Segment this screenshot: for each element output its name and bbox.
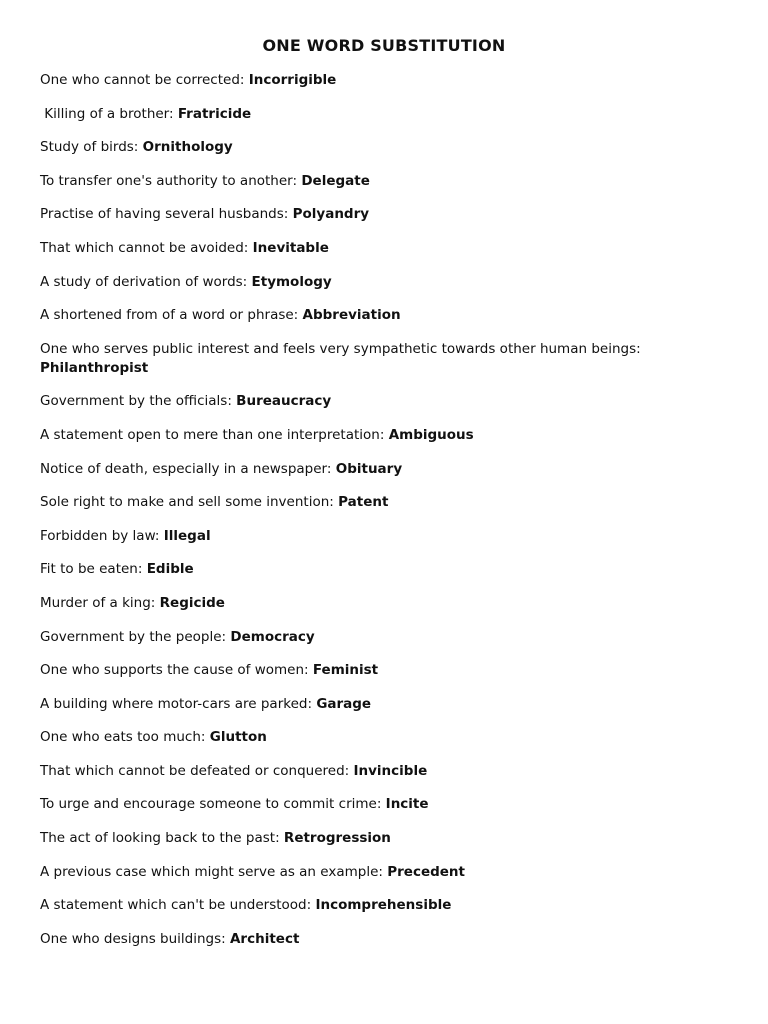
list-item: [40, 795, 680, 814]
entry-definition: To transfer one's authority to another:: [40, 172, 302, 189]
page-title: ONE WORD SUBSTITUTION: [262, 36, 506, 55]
entry-answer: Retrogression: [283, 830, 391, 847]
list-item: [40, 829, 680, 848]
list-item: [40, 863, 680, 882]
list-item: [40, 896, 680, 915]
entry-answer: Ambiguous: [388, 426, 474, 443]
list-item: [40, 661, 680, 680]
list-item: [40, 594, 680, 613]
entry-definition: Practise of having several husbands:: [40, 206, 293, 223]
entry-answer: Inevitable: [252, 239, 329, 256]
entry-answer: Polyandry: [292, 206, 370, 223]
entry-definition: Government by the officials:: [40, 393, 237, 410]
entry-definition: Study of birds:: [40, 139, 143, 156]
entry-definition: That which cannot be avoided:: [40, 239, 253, 256]
entry-answer: Bureaucracy: [236, 393, 332, 410]
list-item: [40, 340, 680, 378]
list-item: [40, 426, 680, 445]
list-item: [40, 560, 680, 579]
entry-answer: Glutton: [209, 729, 267, 746]
entry-answer: Incite: [385, 796, 429, 813]
entry-answer: Feminist: [312, 662, 379, 679]
list-item: [40, 628, 680, 647]
entry-list: [40, 71, 680, 963]
list-item: [40, 762, 680, 781]
entry-answer: Abbreviation: [302, 307, 401, 324]
list-item: [40, 728, 680, 747]
entry-definition: One who serves public interest and feels very sympathetic towards other human beings:: [40, 340, 641, 357]
entry-answer: Fratricide: [177, 105, 252, 122]
list-item: [40, 306, 680, 325]
entry-definition: Killing of a brother:: [44, 105, 178, 122]
entry-answer: Ornithology: [142, 139, 233, 156]
entry-answer: Illegal: [163, 527, 211, 544]
entry-answer: Invincible: [353, 762, 428, 779]
entry-definition: One who designs buildings:: [40, 930, 230, 947]
entry-answer: Philanthropist: [40, 359, 149, 376]
entry-definition: One who supports the cause of women:: [40, 662, 313, 679]
entry-definition: Sole right to make and sell some invention:: [40, 494, 339, 511]
entry-answer: Architect: [229, 930, 300, 947]
entry-definition: That which cannot be defeated or conquered:: [40, 762, 354, 779]
list-item: [40, 172, 680, 191]
entry-answer: Etymology: [251, 273, 332, 290]
entry-definition: The act of looking back to the past:: [40, 830, 284, 847]
entry-answer: Precedent: [387, 863, 465, 880]
list-item: [40, 695, 680, 714]
list-item: [40, 392, 680, 411]
list-item: [40, 105, 680, 124]
list-item: [40, 205, 680, 224]
entry-answer: Regicide: [159, 594, 225, 611]
list-item: [40, 527, 680, 546]
entry-definition: Fit to be eaten:: [40, 561, 147, 578]
list-item: [40, 930, 680, 949]
entry-definition: To urge and encourage someone to commit crime:: [40, 796, 386, 813]
list-item: [40, 239, 680, 258]
entry-answer: Garage: [316, 695, 372, 712]
entry-answer: Patent: [338, 494, 389, 511]
entry-definition: Murder of a king:: [40, 594, 160, 611]
entry-definition: Forbidden by law:: [40, 527, 164, 544]
list-item: [40, 460, 680, 479]
entry-definition: A study of derivation of words:: [40, 273, 252, 290]
entry-answer: Obituary: [335, 460, 403, 477]
list-item: [40, 273, 680, 292]
entry-definition: A shortened from of a word or phrase:: [40, 307, 303, 324]
entry-answer: Democracy: [230, 628, 315, 645]
entry-answer: Delegate: [301, 172, 370, 189]
entry-definition: A previous case which might serve as an example:: [40, 863, 388, 880]
list-item: [40, 493, 680, 512]
entry-definition: A statement which can't be understood:: [40, 897, 316, 914]
entry-definition: A statement open to mere than one interpretation:: [40, 426, 389, 443]
entry-answer: Incomprehensible: [315, 897, 452, 914]
list-item: [40, 138, 680, 157]
entry-answer: Edible: [146, 561, 194, 578]
entry-answer: Incorrigible: [248, 72, 337, 88]
entry-definition: Notice of death, especially in a newspaper:: [40, 460, 336, 477]
entry-definition: One who eats too much:: [40, 729, 210, 746]
entry-definition: Government by the people:: [40, 628, 231, 645]
entry-definition: One who cannot be corrected:: [40, 72, 249, 88]
list-item: [40, 71, 680, 90]
entry-definition: A building where motor-cars are parked:: [40, 695, 317, 712]
